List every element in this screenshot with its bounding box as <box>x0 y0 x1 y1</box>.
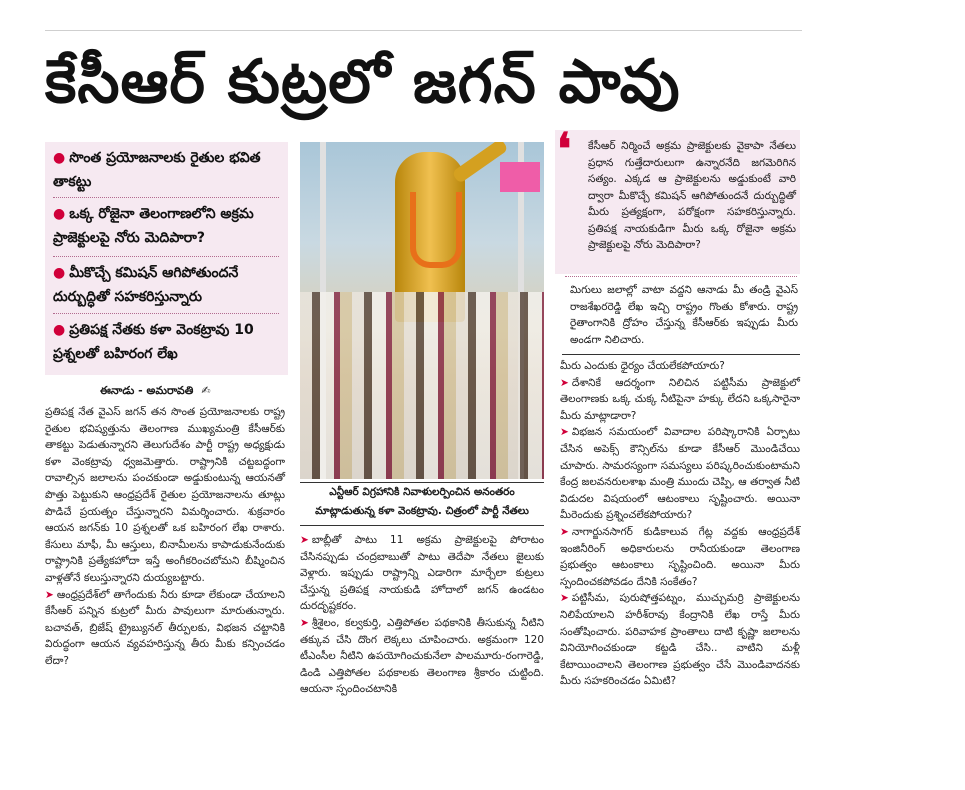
quote-continuation: మిగులు జలాల్లో వాటా వద్దని ఆనాడు మీ తండ్రి వైఎస్ రాజశేఖరరెడ్డి లేఖ ఇచ్చి రాష్ట్రం గొంతు కోశారు. రాష్ట్ర రైతాంగానికి ద్రోహం చేస్తున్న కేసీఆర్‌కు ఇప్పుడు మీరు అండగా నిలిచారు. <box>570 284 798 346</box>
list-item <box>560 524 800 590</box>
garland <box>410 192 462 268</box>
paragraph: ప్రతిపక్ష నేత వైఎస్ జగన్ తన సొంత ప్రయోజనాలకు రాష్ట్ర రైతుల భవిష్యత్తును తెలంగాణ ముఖ్యమంత్రి కేసీఆర్‌కు తాకట్టు పెడుతున్నారని తెలుగుదేశం పార్టీ రాష్ట్ర అధ్యక్షుడు కళా వెంకట్రావు ధ్వజమెత్తారు. రాష్ట్రానికి చట్టబద్ధంగా రావాల్సిన జలాలను పంచకుండా అడ్డుకుంటున్న ఆయనతో పొత్తు పెట్టుకుని ఆంధ్రప్రదేశ్ రైతుల ప్రయోజనాలను తూట్లు పొడిచే ప్రయత్నం చేస్తున్నారని విమర్శించారు. శుక్రవారం ఆయన జగన్‌కు 10 ప్రశ్నలతో ఒక బహిరంగ లేఖ రాశారు. కేసులు మాఫీ, మీ ఆస్తులు, బినామీలను కాపాడుకునేందుకు రాష్ట్రానికి ప్రత్యేకహోదా ఇస్తే అంగీకరించబోమని బీష్మించిన వాళ్లతోనే కలుస్తున్నారని దుయ్యబట్టారు. <box>45 406 285 584</box>
highlights-box <box>45 142 288 375</box>
paragraph <box>300 615 544 698</box>
list-item <box>560 424 800 524</box>
crowd <box>300 292 544 479</box>
divider <box>53 197 279 198</box>
highlight-text: మీకొచ్చే కమిషన్ ఆగిపోతుందనే దుర్బుద్ధితో సహకరిస్తున్నారు <box>53 265 239 305</box>
highlight-text: సొంత ప్రయోజనాలకు రైతుల భవిత తాకట్టు <box>53 150 261 190</box>
highlight-item <box>53 202 285 250</box>
photo-caption: ఎన్టీఆర్ విగ్రహానికి నివాళులర్పించిన అనంతరం మాట్లాడుతున్న కళా వెంకట్రావు. చిత్రంలో పార్టీ నేతలు <box>300 482 544 526</box>
headline: కేసీఆర్ కుట్రలో జగన్ పావు <box>45 47 681 117</box>
highlight-item <box>53 318 285 366</box>
middle-column <box>300 532 544 698</box>
quote-mark-icon: ❛ <box>557 124 572 175</box>
paragraph-text: శ్రీశైలం, కల్వకుర్తి, ఎత్తిపోతల పథకానికి తీసుకున్న నీటిని తక్కువ చేసి దొంగ లెక్కలు చూపించారు. అక్రమంగా 120 టీఎంసీల నీటిని ఉపయోగించుకునేలా పాలమూరు-రంగారెడ్డి, డిండి ఎత్తిపోతల పథకాలకు తెలంగాణ శ్రీకారం చుట్టింది. ఆయనా స్పందించటానికి <box>300 616 544 696</box>
byline-text: ఈనాడు - అమరావతి <box>100 384 194 397</box>
list-item <box>560 590 800 690</box>
paragraph <box>300 532 544 615</box>
list-item-text: విభజన సమయంలో వివాదాల పరిష్కారానికి ఏర్పాటు చేసిన అపెక్స్ కౌన్సిల్‌ను కూడా కేసీఆర్ మొండిచేయి చూపారు. సామరస్యంగా సమస్యలు పరిష్కరించుకుంటామని కేంద్ర జలవనరులశాఖ మంత్రి ముందు చెప్పి, ఆ తర్వాత నీటి విడుదల విషయంలో ఆటంకాలు సృష్టించారు. అయినా మీరెందుకు ప్రశ్నించలేకపోయారు? <box>560 426 800 522</box>
divider <box>53 256 279 257</box>
bullet-icon: ● <box>53 265 66 281</box>
top-rule <box>45 30 802 31</box>
highlight-text: ఒక్క రోజైనా తెలంగాణలోని అక్రమ ప్రాజెక్టులపై నోరు మెదిపారా? <box>53 206 254 246</box>
section-rule <box>562 354 800 355</box>
list-item-text: పట్టిసీమ, పురుషోత్తపట్నం, ముచ్చుమర్రి ప్రాజెక్టులను నిలిపేయాలని హరీశ్‌రావు కేంద్రానికి లేఖ రాస్తే మీరు సంతోషించారు. పరివాహక ప్రాంతాలు దాటి కృష్ణా జలాలను వినియోగించకుండా కట్టడి చేసి.. వాటిని మళ్లీ కేటాయించాలని తెలంగాణ ప్రభుత్వం చేసే మొండివాదనకు మీరు సహకరించడం ఏమిటి? <box>560 592 800 688</box>
divider <box>53 313 279 314</box>
highlight-item <box>53 146 285 194</box>
arrow-icon: ➤ <box>300 616 309 629</box>
paragraph-text: బాబ్లీతో పాటు 11 అక్రమ ప్రాజెక్టులపై పోరాటం చేసినప్పుడు చంద్రబాబుతో పాటు తెదేపా నేతలు జైలుకు వెళ్లారు. ఇప్పుడు రాష్ట్రాన్ని ఎడారిగా మార్చేలా కుట్రలు చేస్తున్న ప్రతిపక్ష నాయకుడి హోదాలో జగన్ ఉండటం దురదృష్టకరం. <box>300 534 544 613</box>
quote-text: కేసీఆర్ నిర్మించే అక్రమ ప్రాజెక్టులకు వైకాపా నేతలు ప్రధాన గుత్తేదారులుగా ఉన్నారనేది జగమెరిగిన సత్యం. ఎక్కడ ఆ ప్రాజెక్టులను అడ్డుకుంటే వారి ద్వారా మీకొచ్చే కమిషన్ ఆగిపోతుందనే దుర్బుద్ధితో మీరు ప్రత్యక్షంగా, పరోక్షంగా సహకరిస్తున్నారు. ప్రతిపక్ష నాయకుడిగా మీరు ఒక్క రోజైనా అక్రమ ప్రాజెక్టులపై నోరు మెదిపారా? <box>588 140 796 251</box>
list-item <box>560 375 800 425</box>
arrow-icon: ➤ <box>45 588 54 601</box>
divider <box>565 276 797 277</box>
paragraph-text: ఆంధ్రప్రదేశ్‌లో తాగేందుకు నీరు కూడా లేకుండా చేయాలని కేసీఆర్ పన్నిన కుట్రలో మీరు పావులుగా మారుతున్నారు. బచావత్, బ్రిజేష్ ట్రైబ్యునల్ తీర్పులకు, విభజన చట్టానికి విరుద్ధంగా ఆయన వ్యవహరిస్తున్న తీరు మీకు కన్పించడం లేదా? <box>45 588 285 667</box>
arrow-icon: ➤ <box>560 525 569 538</box>
byline <box>100 384 250 400</box>
left-column <box>45 404 285 670</box>
right-column <box>560 358 800 690</box>
bullet-icon: ● <box>53 322 66 338</box>
party-flag <box>500 162 540 192</box>
highlight-item <box>53 261 285 309</box>
bullet-icon: ● <box>53 150 66 166</box>
highlight-text: ప్రతిపక్ష నేతకు కళా వెంకట్రావు 10 ప్రశ్నలతో బహిరంగ లేఖ <box>53 322 254 362</box>
pen-icon: ✍ <box>201 384 211 397</box>
arrow-icon: ➤ <box>560 426 569 439</box>
arrow-icon: ➤ <box>560 376 569 389</box>
bullet-icon: ● <box>53 206 66 222</box>
arrow-icon: ➤ <box>300 534 309 546</box>
arrow-icon: ➤ <box>560 592 569 605</box>
list-item-text: నాగార్జునసాగర్ కుడికాలువ గేట్ల వద్దకు ఆంధ్రప్రదేశ్ ఇంజినీరింగ్ అధికారులను రానీయకుండా తెలంగాణ ప్రభుత్వం ఆటంకాలు సృష్టించింది. అయినా మీరు స్పందించకపోవడం దేనికి సంకేతం? <box>560 525 800 588</box>
news-photo <box>300 142 544 479</box>
paragraph: మీరు ఎందుకు ధైర్యం చేయలేకపోయారు? <box>560 360 725 372</box>
list-item-text: దేశానికే ఆదర్శంగా నిలిచిన పట్టిసీమ ప్రాజెక్టులో తెలంగాణకు ఒక్క చుక్క నీటిపైనా హక్కు లేదని ఒక్కసారైనా మీరు మాట్లాడారా? <box>560 376 800 422</box>
paragraph <box>45 587 285 670</box>
